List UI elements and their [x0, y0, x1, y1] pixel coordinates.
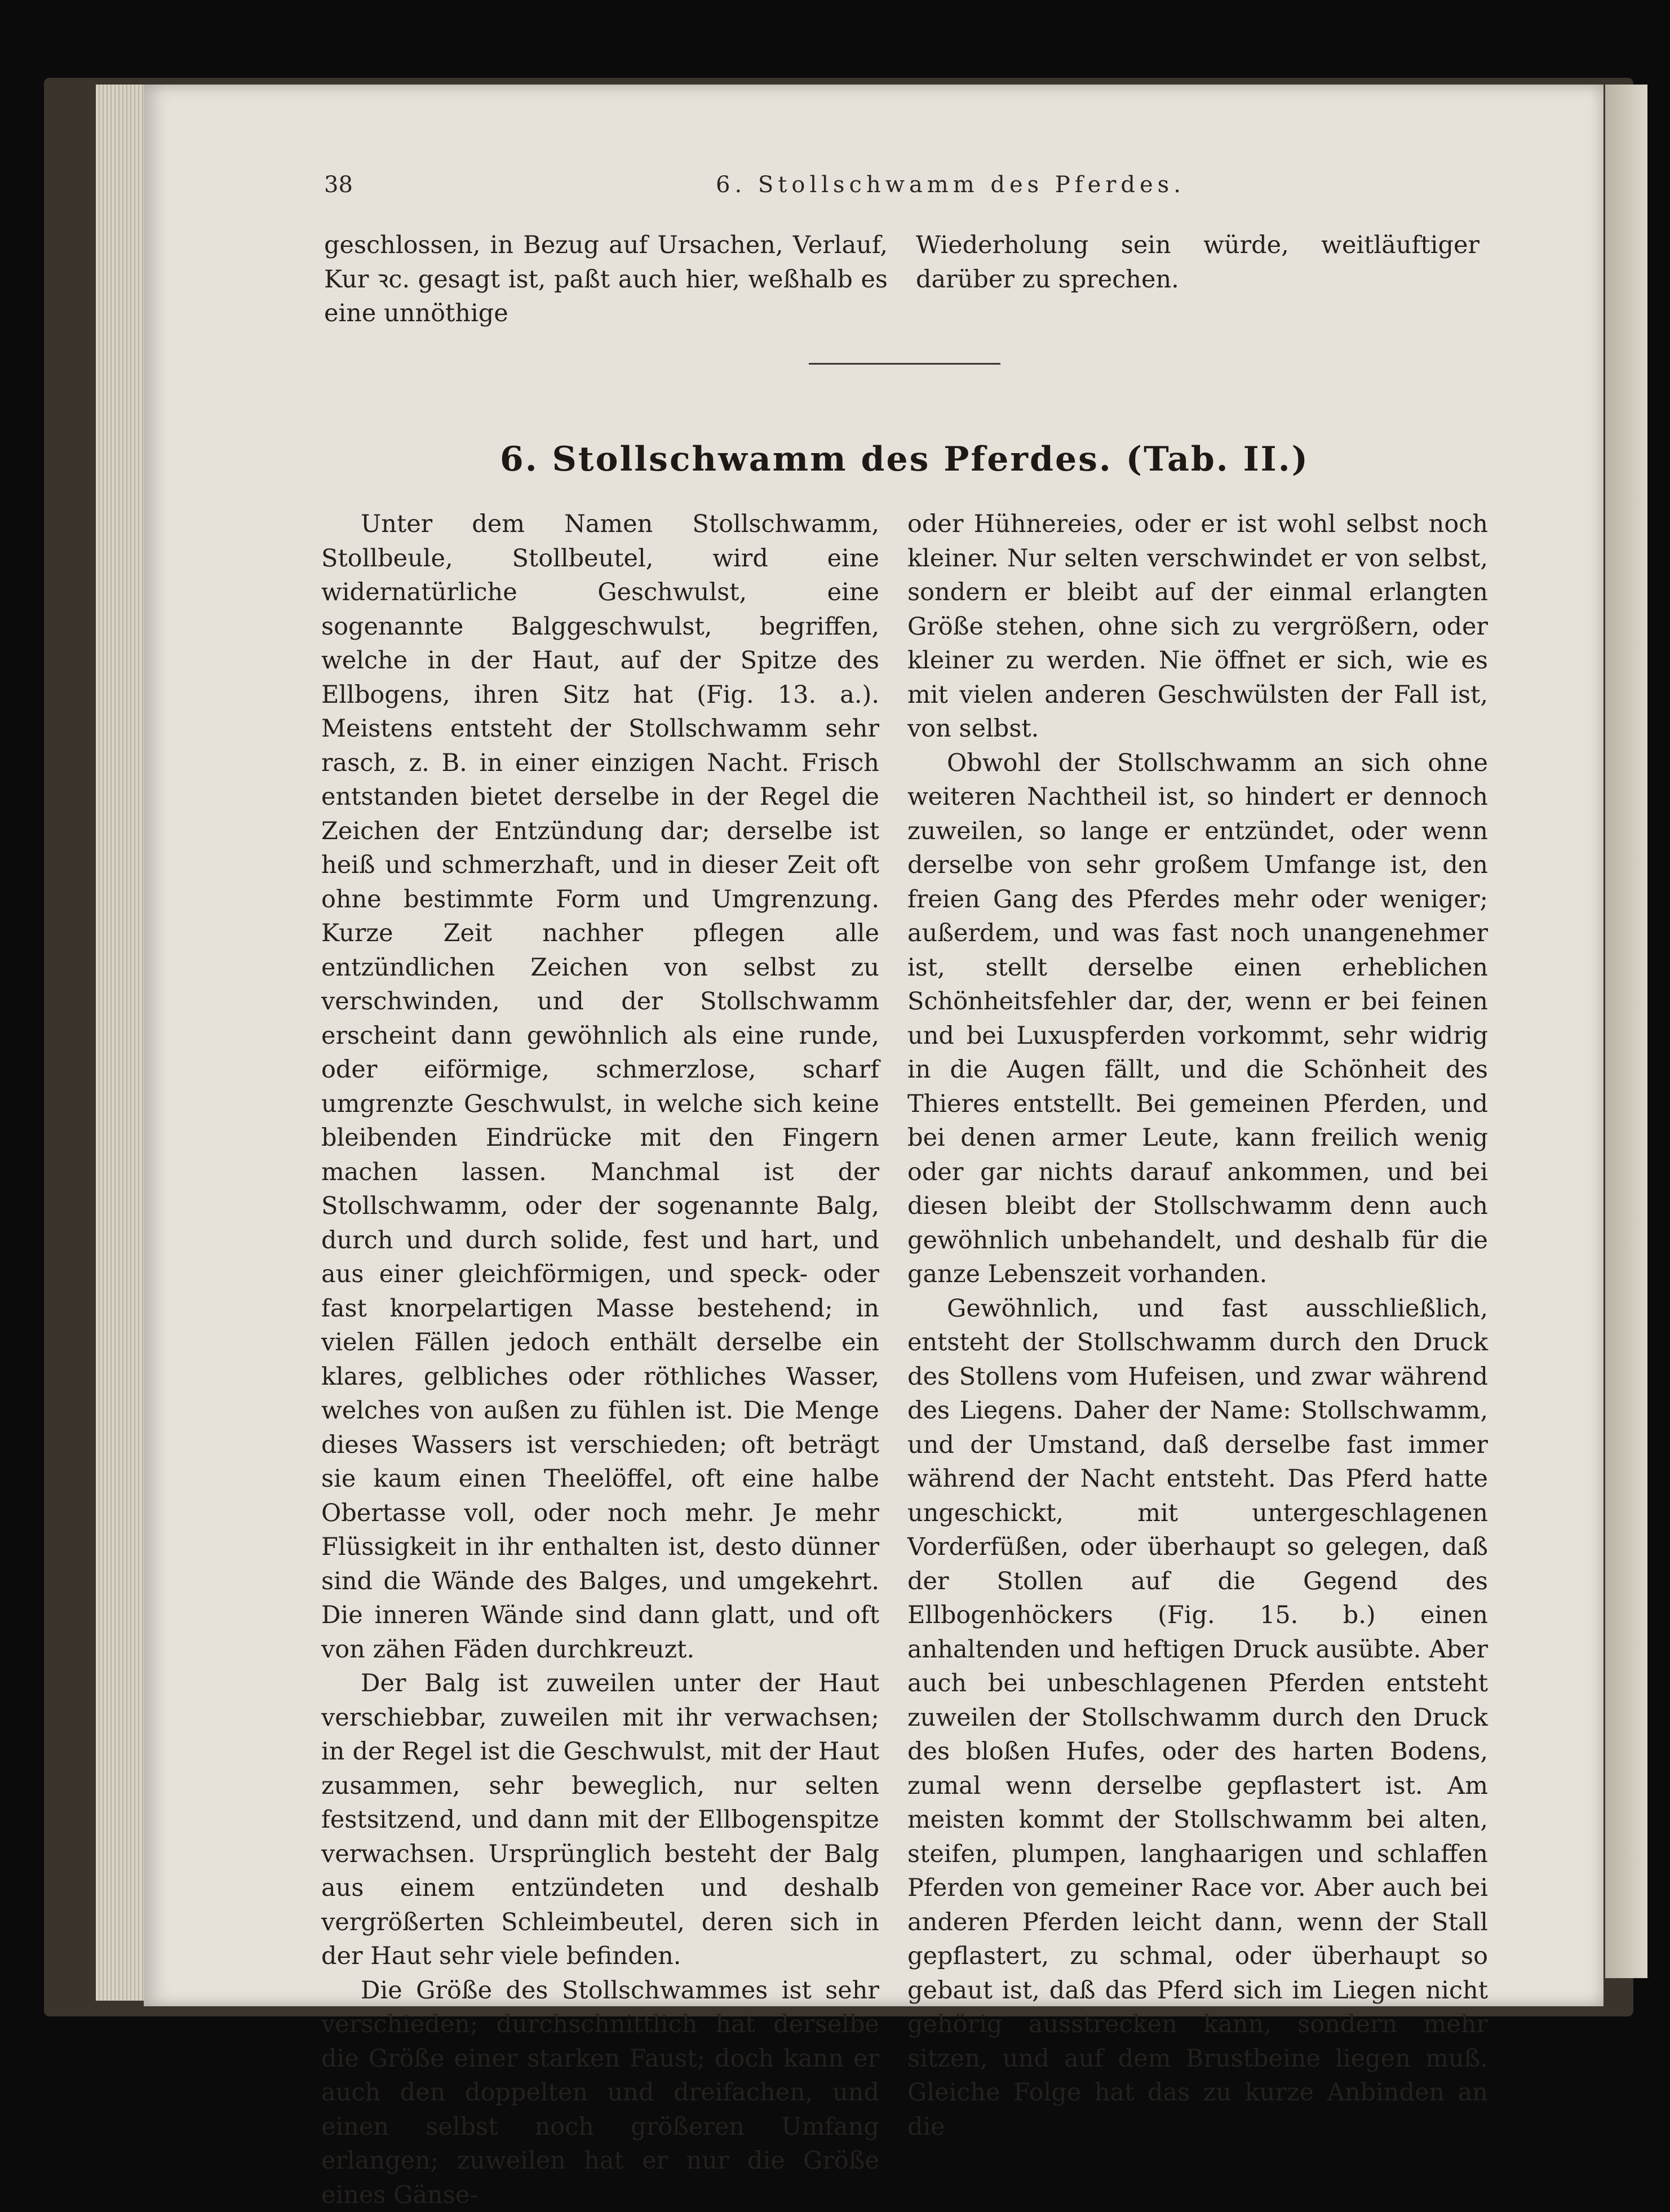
- page-stack: [96, 85, 149, 2001]
- facing-page-edge: [1605, 85, 1647, 1978]
- running-head: 6. Stollschwamm des Pferdes.: [716, 172, 1185, 198]
- paragraph: oder Hühnereies, oder er ist wohl selbst noch kleiner. Nur selten verschwindet er von selbst, sondern er bleibt auf der einmal erlangten Größe stehen, ohne sich zu vergrößern, oder kleiner zu werden. Nie öffnet er sich, wie es mit vielen anderen Geschwülsten der Fall ist, von selbst.: [907, 507, 1488, 746]
- paragraph: Unter dem Namen Stollschwamm, Stollbeule, Stollbeutel, wird eine widernatürliche Geschwulst, eine sogenannte Balggeschwulst, begriffen, welche in der Haut, auf der Spitze des Ellbogens, ihren Sitz hat (Fig. 13. a.). Meistens entsteht der Stollschwamm sehr rasch, z. B. in einer einzigen Nacht. Frisch entstanden bietet derselbe in der Regel die Zeichen der Entzündung dar; derselbe ist heiß und schmerzhaft, und in dieser Zeit oft ohne bestimmte Form und Umgrenzung. Kurze Zeit nachher pflegen alle entzündlichen Zeichen von selbst zu verschwinden, und der Stollschwamm erscheint dann gewöhnlich als eine runde, oder eiförmige, schmerzlose, scharf umgrenzte Geschwulst, in welche sich keine bleibenden Eindrücke mit den Fingern machen lassen. Manchmal ist der Stollschwamm, oder der sogenannte Balg, durch und durch solide, fest und hart, und aus einer gleichförmigen, und speck- oder fast knorpelartigen Masse bestehend; in vielen Fällen jedoch enthält derselbe ein klares, gelbliches oder röthliches Wasser, welches von außen zu fühlen ist. Die Menge dieses Wassers ist verschieden; oft beträgt sie kaum einen Theelöffel, oft eine halbe Obertasse voll, oder noch mehr. Je mehr Flüssigkeit in ihr enthalten ist, desto dünner sind die Wände des Balges, und umgekehrt. Die inneren Wände sind dann glatt, und oft von zähen Fäden durchkreuzt.: [321, 507, 879, 1666]
- page-number: 38: [324, 172, 353, 198]
- page-header: [324, 172, 1485, 206]
- continuation-right-text: Wiederholung sein würde, weitläuftiger darüber zu sprechen.: [916, 228, 1479, 296]
- continuation-right: [916, 228, 1479, 296]
- continuation-left: [324, 228, 888, 331]
- paragraph: Der Balg ist zuweilen unter der Haut verschiebbar, zuweilen mit ihr verwachsen; in der Regel ist die Geschwulst, mit der Haut zusammen, sehr beweglich, nur selten festsitzend, und dann mit der Ellbogenspitze verwachsen. Ursprünglich besteht der Balg aus einem entzündeten und deshalb vergrößerten Schleimbeutel, deren sich in der Haut sehr viele befinden.: [321, 1666, 879, 1974]
- right-column: [907, 507, 1488, 2144]
- paragraph: Gewöhnlich, und fast ausschließlich, entsteht der Stollschwamm durch den Druck des Stollens vom Hufeisen, und zwar während des Liegens. Daher der Name: Stollschwamm, und der Umstand, daß derselbe fast immer während der Nacht entsteht. Das Pferd hatte ungeschickt, mit untergeschlagenen Vorderfüßen, oder überhaupt so gelegen, daß der Stollen auf die Gegend des Ellbogenhöckers (Fig. 15. b.) einen anhaltenden und heftigen Druck ausübte. Aber auch bei unbeschlagenen Pferden entsteht zuweilen der Stollschwamm durch den Druck des bloßen Hufes, oder des harten Bodens, zumal wenn derselbe gepflastert ist. Am meisten kommt der Stollschwamm bei alten, steifen, plumpen, langhaarigen und schlaffen Pferden von gemeiner Race vor. Aber auch bei anderen Pferden leicht dann, wenn der Stall gepflastert, zu schmal, oder überhaupt so gebaut ist, daß das Pferd sich im Liegen nicht gehörig ausstrecken kann, sondern mehr sitzen, und auf dem Brustbeine liegen muß. Gleiche Folge hat das zu kurze Anbinden an die: [907, 1292, 1488, 2144]
- section-title: 6. Stollschwamm des Pferdes. (Tab. II.): [324, 440, 1485, 479]
- left-column: [321, 507, 879, 2212]
- section-divider: [809, 363, 1000, 365]
- paragraph: Die Größe des Stollschwammes ist sehr verschieden; durchschnittlich hat derselbe die Größe einer starken Faust; doch kann er auch den doppelten und dreifachen, und einen selbst noch größeren Umfang erlangen; zuweilen hat er nur die Größe eines Gänse-: [321, 1974, 879, 2212]
- continuation-left-text: geschlossen, in Bezug auf Ursachen, Verlauf, Kur ꝛc. gesagt ist, paßt auch hier, weßhalb es eine unnöthige: [324, 228, 888, 331]
- paragraph: Obwohl der Stollschwamm an sich ohne weiteren Nachtheil ist, so hindert er dennoch zuweilen, so lange er entzündet, oder wenn derselbe von sehr großem Umfange ist, den freien Gang des Pferdes mehr oder weniger; außerdem, und was fast noch unangenehmer ist, stellt derselbe einen erheblichen Schönheitsfehler dar, der, wenn er bei feinen und bei Luxuspferden vorkommt, sehr widrig in die Augen fällt, und die Schönheit des Thieres entstellt. Bei gemeinen Pferden, und bei denen armer Leute, kann freilich wenig oder gar nichts darauf ankommen, und bei diesen bleibt der Stollschwamm denn auch gewöhnlich unbehandelt, und deshalb für die ganze Lebenszeit vorhanden.: [907, 746, 1488, 1292]
